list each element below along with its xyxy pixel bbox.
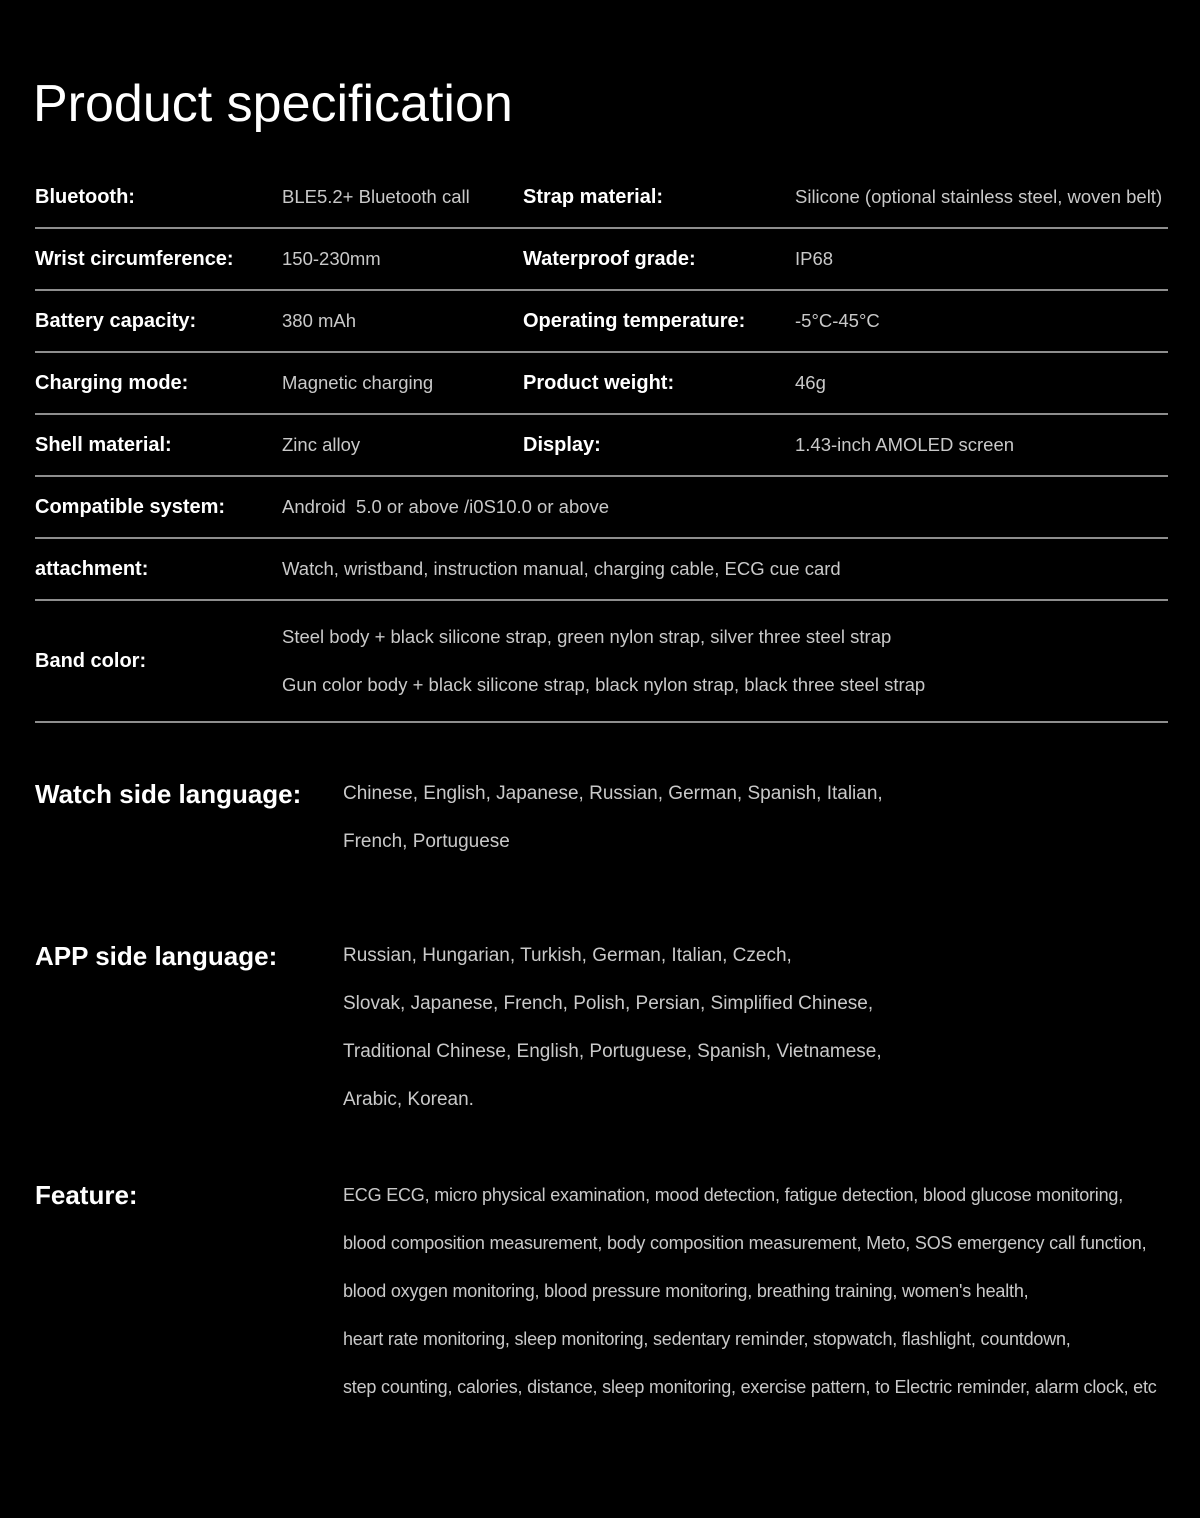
- watch-language-line: Chinese, English, Japanese, Russian, German, Spanish, Italian,: [343, 783, 883, 804]
- app-language-section: [35, 932, 1168, 1124]
- spec-value: Silicone (optional stainless steel, woven belt): [795, 186, 1163, 207]
- spec-label: Bluetooth:: [35, 185, 135, 208]
- page-title: Product specification: [33, 75, 513, 133]
- spec-label: Charging mode:: [35, 371, 189, 394]
- spec-value: 46g: [795, 372, 826, 393]
- spec-row-wrist-waterproof: [35, 229, 1168, 291]
- spec-value-line: Steel body + black silicone strap, green nylon strap, silver three steel strap: [282, 626, 892, 647]
- spec-label: Wrist circumference:: [35, 247, 234, 270]
- watch-language-list: [343, 770, 1168, 866]
- spec-value: 150-230mm: [282, 248, 381, 269]
- spec-label: Compatible system:: [35, 495, 226, 518]
- spec-value: IP68: [795, 248, 834, 269]
- feature-line: ECG ECG, micro physical examination, mood detection, fatigue detection, blood glucose monitoring,: [343, 1185, 1124, 1205]
- spec-value: Magnetic charging: [282, 372, 434, 393]
- spec-value: 1.43-inch AMOLED screen: [795, 434, 1015, 455]
- app-language-line: Russian, Hungarian, Turkish, German, Italian, Czech,: [343, 945, 792, 966]
- spec-value: -5°C-45°C: [795, 310, 880, 331]
- spec-value: BLE5.2+ Bluetooth call: [282, 186, 470, 207]
- spec-label: Operating temperature:: [523, 309, 746, 332]
- spec-label: Display:: [523, 433, 601, 456]
- app-language-label: APP side language:: [35, 941, 278, 971]
- spec-label: Shell material:: [35, 433, 172, 456]
- feature-line: blood composition measurement, body composition measurement, Meto, SOS emergency call function,: [343, 1233, 1147, 1253]
- spec-value: 380 mAh: [282, 310, 357, 331]
- app-language-line: Traditional Chinese, English, Portuguese, Spanish, Vietnamese,: [343, 1041, 882, 1062]
- spec-value: Zinc alloy: [282, 434, 361, 455]
- spec-row-band-color: [35, 601, 1168, 723]
- watch-language-line: French, Portuguese: [343, 831, 510, 852]
- feature-line: step counting, calories, distance, sleep monitoring, exercise pattern, to Electric reminder, alarm clock, etc: [343, 1377, 1157, 1397]
- spec-row-bluetooth-strap: [35, 167, 1168, 229]
- spec-row-shell-display: [35, 415, 1168, 477]
- spec-value: Watch, wristband, instruction manual, charging cable, ECG cue card: [282, 558, 841, 579]
- spec-value-lines: [282, 613, 1168, 709]
- spec-label: Strap material:: [523, 185, 664, 208]
- feature-section: [35, 1171, 1168, 1411]
- app-language-line: Slovak, Japanese, French, Polish, Persian, Simplified Chinese,: [343, 993, 874, 1014]
- feature-line: heart rate monitoring, sleep monitoring, sedentary reminder, stopwatch, flashlight, countdown,: [343, 1329, 1071, 1349]
- spec-value: Android 5.0 or above /i0S10.0 or above: [282, 496, 610, 517]
- spec-value-line: Gun color body + black silicone strap, black nylon strap, black three steel strap: [282, 674, 926, 695]
- spec-row-battery-temperature: [35, 291, 1168, 353]
- app-language-line: Arabic, Korean.: [343, 1089, 474, 1110]
- spec-row-charging-weight: [35, 353, 1168, 415]
- spec-label: Product weight:: [523, 371, 675, 394]
- spec-label: attachment:: [35, 557, 149, 580]
- app-language-list: [343, 932, 1168, 1124]
- spec-row-attachment: [35, 539, 1168, 601]
- watch-language-label: Watch side language:: [35, 779, 302, 809]
- spec-label: Battery capacity:: [35, 309, 197, 332]
- feature-label: Feature:: [35, 1180, 138, 1210]
- feature-list: [343, 1171, 1168, 1411]
- watch-language-section: [35, 770, 1168, 866]
- spec-label: Waterproof grade:: [523, 247, 696, 270]
- feature-line: blood oxygen monitoring, blood pressure monitoring, breathing training, women's health,: [343, 1281, 1029, 1301]
- spec-row-compatible-system: [35, 477, 1168, 539]
- spec-table: [35, 167, 1168, 723]
- spec-label: Band color:: [35, 649, 147, 672]
